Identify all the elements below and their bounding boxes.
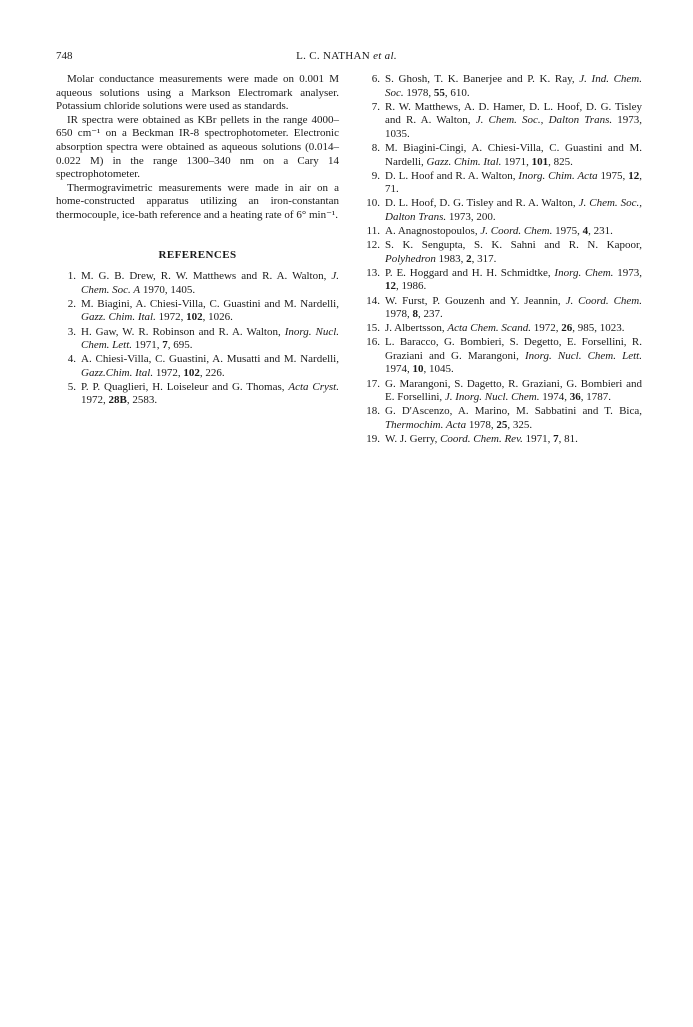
reference-segment: A. Anagnostopoulos, <box>385 225 481 238</box>
journal-name: Inorg. Chem. <box>554 266 614 279</box>
right-column <box>360 73 642 447</box>
reference-segment: , 317. <box>471 252 497 265</box>
reference-segment: A. Chiesi-Villa, C. Guastini, A. Musatti and M. Nardelli, <box>81 353 339 366</box>
reference-number: 14. <box>366 294 380 307</box>
running-head <box>0 50 693 62</box>
reference-segment: H. Gaw, W. R. Robinson and R. A. Walton, <box>81 325 285 338</box>
reference-number: 12. <box>366 239 380 252</box>
journal-name: J. Chem. Soc., Dalton Trans. <box>385 197 642 223</box>
reference-text <box>385 239 642 265</box>
reference-segment: , 1986. <box>396 280 427 293</box>
volume-number: 28B <box>108 394 127 407</box>
reference-segment: 1983, <box>435 252 467 265</box>
journal-name: Acta Cryst. <box>288 380 339 393</box>
reference-segment: 1975, <box>552 225 583 238</box>
reference-number: 15. <box>366 322 380 335</box>
reference-segment: J. Albertsson, <box>385 322 448 335</box>
reference-segment: S. K. Sengupta, S. K. Sahni and R. N. Kapoor, <box>385 239 642 252</box>
reference-text <box>385 267 642 293</box>
journal-name: Gazz. Chim. Ital. <box>426 155 502 168</box>
reference-text <box>385 101 642 140</box>
reference-text <box>385 295 642 321</box>
reference-segment: , 226. <box>199 366 225 379</box>
reference-item <box>56 298 339 325</box>
journal-name: Coord. Chem. Rev. <box>440 432 523 445</box>
reference-text <box>385 378 642 404</box>
reference-text <box>385 322 625 334</box>
journal-name: J. Coord. Chem. <box>565 294 642 307</box>
reference-segment: 1974, <box>385 363 413 376</box>
reference-segment: , 610. <box>444 86 470 99</box>
journal-name: Thermochim. Acta <box>385 418 467 431</box>
reference-text <box>385 336 642 375</box>
reference-segment: 1973, <box>613 266 643 279</box>
reference-segment: , 325. <box>507 418 533 431</box>
running-head-authors: L. C. NATHAN <box>296 50 371 62</box>
reference-text <box>385 170 642 196</box>
volume-number: 102 <box>183 366 200 379</box>
volume-number: 2 <box>466 252 472 265</box>
reference-number: 2. <box>67 297 76 310</box>
reference-number: 7. <box>371 100 380 113</box>
reference-segment: , 71. <box>385 169 642 196</box>
volume-number: 4 <box>582 225 589 238</box>
reference-segment: 1978, <box>403 86 434 99</box>
reference-segment: 1972, <box>531 322 562 335</box>
reference-segment: 1972, <box>155 311 187 324</box>
reference-item <box>360 101 642 142</box>
reference-item <box>56 381 339 408</box>
reference-number: 8. <box>371 141 380 154</box>
reference-list-right <box>360 73 642 447</box>
journal-name: Inorg. Nucl. Chem. Lett. <box>81 325 340 352</box>
paragraph-spectra: IR spectra were obtained as KBr pellets in the range 4000–650 cm⁻¹ on a Beckman IR-8 spectrophotometer. Electronic absorption spectra were obtained as aqueous solutions (0.014–0.022 M) in the range 1300–340 nm on a Cary 14 spectrophotometer. <box>56 113 339 181</box>
reference-number: 6. <box>371 73 380 85</box>
reference-item <box>360 197 642 224</box>
volume-number: 101 <box>531 155 549 168</box>
reference-item <box>360 378 642 405</box>
reference-item <box>56 353 339 380</box>
reference-segment: 1971, <box>522 432 554 445</box>
page-number: 748 <box>56 50 73 62</box>
volume-number: 12 <box>628 169 640 182</box>
reference-segment: , 1787. <box>580 391 611 404</box>
journal-name: Inorg. Chim. Acta <box>518 169 598 182</box>
reference-number: 19. <box>366 432 380 445</box>
reference-number: 1. <box>67 270 76 283</box>
reference-number: 4. <box>67 353 76 366</box>
reference-segment: , 825. <box>548 155 573 168</box>
journal-name: J. Chem. Soc. A <box>81 270 339 296</box>
reference-segment: , 81. <box>558 432 578 445</box>
volume-number: 7 <box>162 339 168 352</box>
reference-segment: S. Ghosh, T. K. Banerjee and P. K. Ray, <box>385 73 580 85</box>
running-head-etal: et al. <box>373 50 397 62</box>
reference-text <box>81 381 339 407</box>
reference-number: 18. <box>366 405 380 418</box>
reference-text <box>81 298 339 324</box>
reference-segment: 1978, <box>466 418 497 431</box>
reference-item <box>360 322 642 336</box>
reference-segment: , 985, 1023. <box>572 322 625 335</box>
journal-name: J. Coord. Chem. <box>480 225 553 238</box>
reference-segment: 1970, 1405. <box>140 283 196 296</box>
reference-segment: 1975, <box>597 169 629 182</box>
reference-segment: M. Biagini, A. Chiesi-Villa, C. Guastini and M. Nardelli, <box>81 297 339 310</box>
reference-text <box>385 433 578 445</box>
reference-segment: W. J. Gerry, <box>385 432 441 445</box>
paragraph-conductance: Molar conductance measurements were made on 0.001 M aqueous solutions using a Markson Electromark analyser. Potassium chloride solutions were used as standards. <box>56 73 339 113</box>
reference-segment: 1971, <box>132 339 163 352</box>
journal-name: J. Chem. Soc., Dalton Trans. <box>475 114 613 127</box>
journal-name: Gazz. Chim. Ital. <box>81 311 156 324</box>
reference-text <box>385 197 642 223</box>
volume-number: 12 <box>385 280 396 293</box>
reference-segment: , 2583. <box>126 394 158 407</box>
volume-number: 8 <box>412 308 418 321</box>
reference-number: 9. <box>371 169 380 182</box>
reference-segment: M. G. B. Drew, R. W. Matthews and R. A. Walton, <box>81 270 332 283</box>
reference-segment: , 237. <box>418 308 443 321</box>
volume-number: 55 <box>433 86 445 99</box>
reference-segment: 1972, <box>81 394 109 407</box>
reference-text <box>385 405 642 431</box>
journal-name: Polyhedron <box>385 252 436 265</box>
reference-item <box>360 170 642 197</box>
reference-text <box>385 225 613 237</box>
journal-name: Acta Chem. Scand. <box>447 322 532 335</box>
reference-segment: 1972, <box>153 366 184 379</box>
reference-segment: , 1026. <box>202 311 233 324</box>
reference-segment: R. W. Matthews, A. D. Hamer, D. L. Hoof, D. G. Tisley and R. A. Walton, <box>385 100 642 127</box>
reference-number: 16. <box>366 336 380 349</box>
reference-number: 13. <box>366 266 380 279</box>
reference-segment: 1973, 1035. <box>385 114 643 140</box>
reference-segment: W. Furst, P. Gouzenh and Y. Jeannin, <box>385 294 566 307</box>
reference-segment: D. L. Hoof, D. G. Tisley and R. A. Walton, <box>385 197 579 210</box>
reference-item <box>56 326 339 353</box>
volume-number: 102 <box>186 311 203 324</box>
reference-segment: G. Marangoni, S. Dagetto, R. Graziani, G. Bombieri and E. Forsellini, <box>385 377 642 404</box>
reference-item <box>56 270 339 297</box>
reference-item <box>360 433 642 447</box>
reference-number: 10. <box>366 197 380 210</box>
reference-segment: 1978, <box>385 308 413 321</box>
reference-text <box>81 326 339 352</box>
reference-item <box>360 73 642 100</box>
page-header <box>0 50 693 68</box>
journal-name: J. Inorg. Nucl. Chem. <box>444 391 540 404</box>
reference-number: 3. <box>67 325 76 338</box>
reference-text <box>385 73 642 99</box>
reference-segment: P. P. Quaglieri, H. Loiseleur and G. Thomas, <box>81 380 289 393</box>
reference-segment: M. Biagini-Cingi, A. Chiesi-Villa, C. Guastini and M. Nardelli, <box>385 141 642 168</box>
reference-number: 5. <box>67 380 76 393</box>
reference-segment: , 1045. <box>423 363 454 376</box>
reference-list-left <box>56 270 339 408</box>
reference-segment: , 231. <box>588 225 613 238</box>
reference-text <box>81 270 339 296</box>
reference-segment: 1973, 200. <box>446 210 496 223</box>
reference-item <box>360 239 642 266</box>
reference-number: 11. <box>366 225 380 238</box>
volume-number: 10 <box>412 363 424 376</box>
reference-item <box>360 336 642 377</box>
reference-segment: D. L. Hoof and R. A. Walton, <box>385 169 519 182</box>
reference-item <box>360 267 642 294</box>
reference-item <box>360 295 642 322</box>
references-heading: REFERENCES <box>158 248 237 261</box>
volume-number: 25 <box>496 418 508 431</box>
reference-segment: 1971, <box>501 155 532 168</box>
reference-text <box>385 142 642 168</box>
left-column <box>56 73 339 409</box>
journal-name: J. Ind. Chem. Soc. <box>385 73 642 99</box>
paragraph-thermogravimetry: Thermogravimetric measurements were made in air on a home-constructed apparatus utilizing an iron-constantan thermocouple, ice-bath reference and a heating rate of 6° min⁻¹. <box>56 181 339 221</box>
journal-name: Inorg. Nucl. Chem. Lett. <box>525 349 642 362</box>
reference-item <box>360 225 642 239</box>
reference-segment: G. D'Ascenzo, A. Marino, M. Sabbatini and T. Bica, <box>385 405 642 418</box>
reference-segment: P. E. Hoggard and H. H. Schmidtke, <box>385 266 555 279</box>
reference-item <box>360 142 642 169</box>
journal-name: Gazz.Chim. Ital. <box>81 366 154 379</box>
volume-number: 26 <box>561 322 573 335</box>
volume-number: 36 <box>569 391 581 404</box>
reference-segment: 1974, <box>539 391 570 404</box>
reference-segment: , 695. <box>167 339 193 352</box>
reference-item <box>360 405 642 432</box>
reference-number: 17. <box>366 377 380 390</box>
reference-text <box>81 353 339 379</box>
reference-segment: L. Baracco, G. Bombieri, S. Degetto, E. Forsellini, R. Graziani and G. Marangoni, <box>385 336 642 362</box>
volume-number: 7 <box>553 432 559 445</box>
